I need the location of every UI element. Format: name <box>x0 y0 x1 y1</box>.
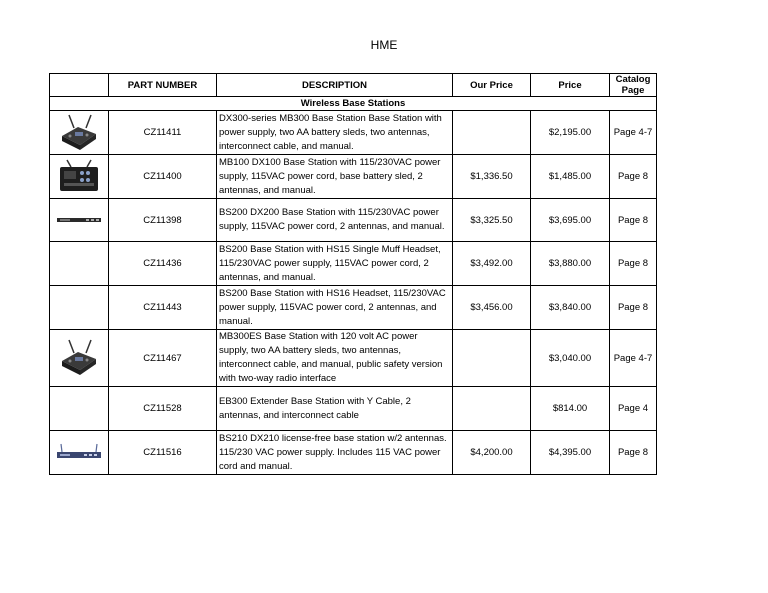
part-number-cell: CZ11443 <box>109 286 217 330</box>
empty-image-cell <box>50 242 109 286</box>
description-cell: BS200 Base Station with HS16 Headset, 115/230VAC power supply, 115VAC power cord, 2 antennas, and manual. <box>217 286 453 330</box>
catalog-page-cell: Page 8 <box>610 286 657 330</box>
table-row <box>50 199 657 242</box>
catalog-page-cell: Page 8 <box>610 242 657 286</box>
description-cell: EB300 Extender Base Station with Y Cable, 2 antennas, and interconnect cable <box>217 387 453 431</box>
part-number-cell: CZ11528 <box>109 387 217 431</box>
part-number-cell: CZ11516 <box>109 431 217 475</box>
base-station-antennas-image <box>50 111 109 155</box>
description-cell: BS200 Base Station with HS15 Single Muff Headset, 115/230VAC power supply, 115VAC power cord, 2 antennas, and manual. <box>217 242 453 286</box>
catalog-page-cell: Page 8 <box>610 199 657 242</box>
price-cell: $1,485.00 <box>531 155 610 199</box>
catalog-page-cell: Page 8 <box>610 431 657 475</box>
price-cell: $3,040.00 <box>531 330 610 387</box>
our-price-cell <box>453 330 531 387</box>
our-price-cell <box>453 111 531 155</box>
header-price: Price <box>531 74 610 97</box>
base-station-antennas-image <box>50 330 109 387</box>
part-number-cell: CZ11411 <box>109 111 217 155</box>
price-cell: $3,880.00 <box>531 242 610 286</box>
catalog-page-cell: Page 4-7 <box>610 330 657 387</box>
table-row <box>50 431 657 475</box>
header-image <box>50 74 109 97</box>
catalog-page-cell: Page 4 <box>610 387 657 431</box>
price-cell: $3,840.00 <box>531 286 610 330</box>
section-title: Wireless Base Stations <box>50 97 657 111</box>
table-row <box>50 111 657 155</box>
rack-unit-antennas-image <box>50 431 109 475</box>
our-price-cell: $3,456.00 <box>453 286 531 330</box>
our-price-cell <box>453 387 531 431</box>
part-number-cell: CZ11467 <box>109 330 217 387</box>
part-number-cell: CZ11400 <box>109 155 217 199</box>
header-catalog-page: Catalog Page <box>610 74 657 97</box>
description-cell: DX300-series MB300 Base Station Base Station with power supply, two AA battery sleds, two antennas, interconnect cable, and manual. <box>217 111 453 155</box>
our-price-cell: $3,325.50 <box>453 199 531 242</box>
description-cell: BS200 DX200 Base Station with 115/230VAC power supply, 115VAC power cord, 2 antennas, and manual. <box>217 199 453 242</box>
catalog-page-cell: Page 4-7 <box>610 111 657 155</box>
description-cell: BS210 DX210 license-free base station w/2 antennas. 115/230 VAC power supply. Includes 115 VAC power cord and manual. <box>217 431 453 475</box>
catalog-page-cell: Page 8 <box>610 155 657 199</box>
our-price-cell: $4,200.00 <box>453 431 531 475</box>
part-number-cell: CZ11436 <box>109 242 217 286</box>
header-part-number: PART NUMBER <box>109 74 217 97</box>
price-cell: $4,395.00 <box>531 431 610 475</box>
price-cell: $814.00 <box>531 387 610 431</box>
price-cell: $3,695.00 <box>531 199 610 242</box>
price-table <box>49 73 657 475</box>
header-description: DESCRIPTION <box>217 74 453 97</box>
description-cell: MB100 DX100 Base Station with 115/230VAC power supply, 115VAC power cord, base battery sled, 2 antennas, and manual. <box>217 155 453 199</box>
rack-unit-image <box>50 199 109 242</box>
page-title: HME <box>370 38 398 52</box>
price-cell: $2,195.00 <box>531 111 610 155</box>
table-row <box>50 330 657 387</box>
our-price-cell: $3,492.00 <box>453 242 531 286</box>
header-our-price: Our Price <box>453 74 531 97</box>
header-row <box>50 74 657 97</box>
table-row <box>50 387 657 431</box>
part-number-cell: CZ11398 <box>109 199 217 242</box>
table-row <box>50 286 657 330</box>
base-station-front-image <box>50 155 109 199</box>
empty-image-cell <box>50 387 109 431</box>
description-cell: MB300ES Base Station with 120 volt AC power supply, two AA battery sleds, two antennas, interconnect cable, and manual, public safety version with two-way radio interface <box>217 330 453 387</box>
table-row <box>50 155 657 199</box>
table-row <box>50 242 657 286</box>
section-row <box>50 97 657 111</box>
empty-image-cell <box>50 286 109 330</box>
our-price-cell: $1,336.50 <box>453 155 531 199</box>
